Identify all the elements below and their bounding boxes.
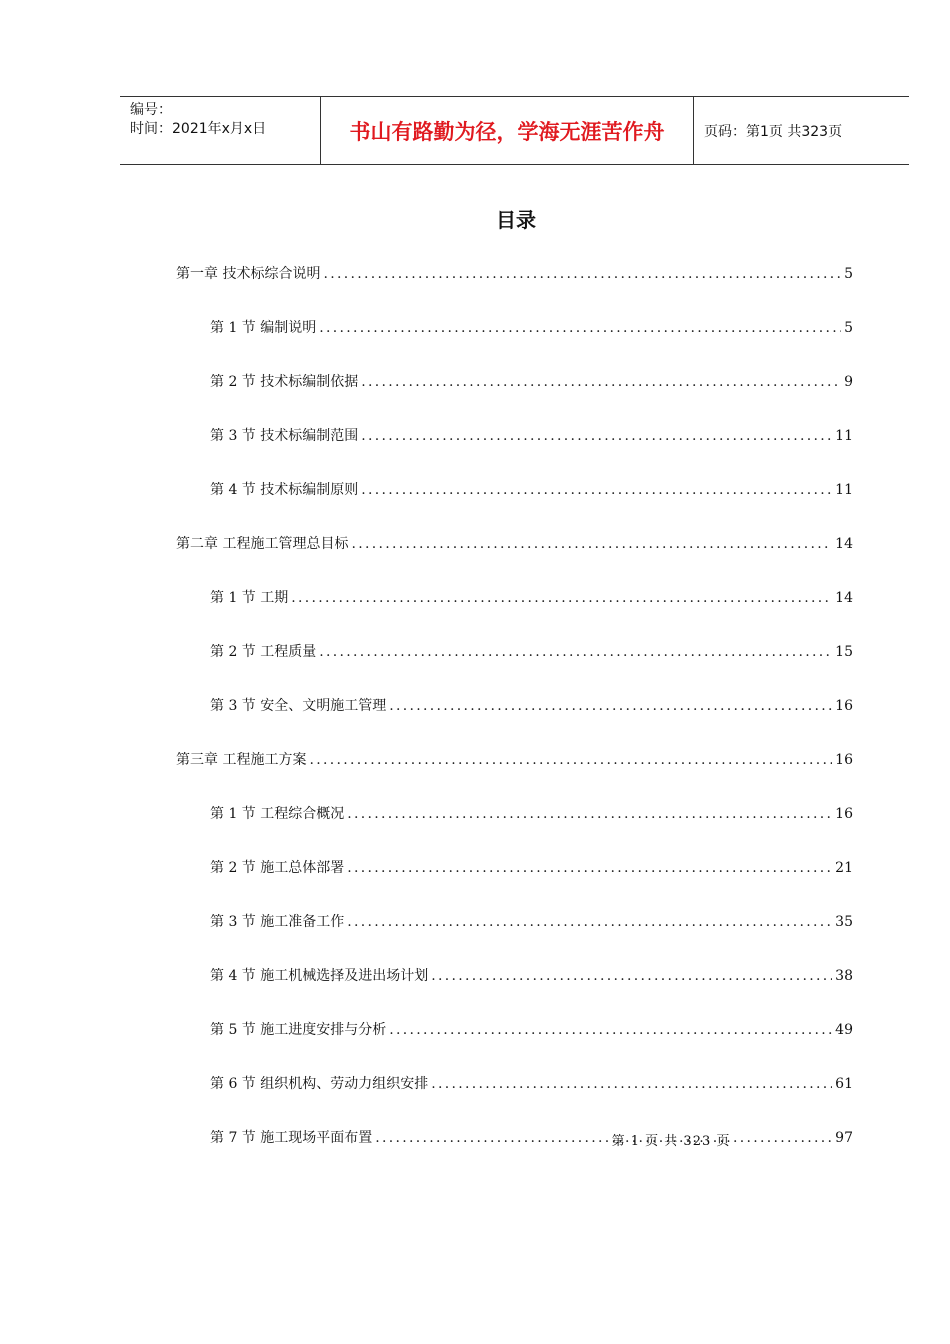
toc-section-entry[interactable] [210, 911, 853, 935]
toc-entry-text: 第 6 节 组织机构、劳动力组织安排 [210, 1076, 429, 1092]
toc-section-entry[interactable] [210, 695, 853, 719]
toc-section-entry[interactable] [210, 371, 853, 395]
toc-leader-dots [319, 644, 832, 660]
toc-leader-dots [361, 428, 832, 444]
toc-entry-page: 11 [835, 482, 853, 498]
toc-entry-page: 15 [835, 644, 853, 660]
toc-section-entry[interactable] [210, 1073, 853, 1097]
toc-section-entry[interactable] [210, 425, 853, 449]
toc-section-entry[interactable] [210, 479, 853, 503]
toc-section-entry[interactable] [210, 317, 853, 341]
toc-entry-text: 第 1 节 工程综合概况 [210, 806, 345, 822]
document-number-label: 编号： [130, 102, 172, 118]
toc-leader-dots [431, 1076, 832, 1092]
toc-entry-page: 16 [835, 752, 853, 768]
toc-section-entry[interactable] [210, 641, 853, 665]
toc-chapter-entry[interactable] [176, 533, 853, 557]
toc-entry-page: 38 [835, 968, 853, 984]
toc-entry-text: 第 1 节 编制说明 [210, 320, 317, 336]
toc-section-entry[interactable] [210, 857, 853, 881]
toc-title: 目录 [496, 208, 536, 232]
toc-entry-text: 第 4 节 技术标编制原则 [210, 482, 359, 498]
header-page-info: 页码：第1页 共323页 [704, 123, 843, 140]
toc-entry-text: 第 3 节 施工准备工作 [210, 914, 345, 930]
document-header [120, 96, 909, 165]
toc-leader-dots [389, 1022, 832, 1038]
toc-entry-page: 49 [835, 1022, 853, 1038]
toc-entry-page: 35 [835, 914, 853, 930]
toc-leader-dots [319, 320, 841, 336]
header-motto: 书山有路勤为径，学海无涯苦作舟 [321, 97, 694, 164]
toc-entry-text: 第二章 工程施工管理总目标 [176, 536, 349, 552]
document-time-label: 时间：2021年x月x日 [130, 121, 267, 137]
page-footer: 第 1 页 共 323 页 [611, 1134, 731, 1149]
toc-entry-text: 第一章 技术标综合说明 [176, 266, 321, 282]
toc-section-entry[interactable] [210, 803, 853, 827]
toc-entry-text: 第 2 节 施工总体部署 [210, 860, 345, 876]
toc-entry-page: 11 [835, 428, 853, 444]
toc-section-entry[interactable] [210, 1019, 853, 1043]
toc-entry-text: 第 2 节 工程质量 [210, 644, 317, 660]
toc-leader-dots [323, 266, 841, 282]
toc-chapter-entry[interactable] [176, 749, 853, 773]
header-meta-cell [120, 97, 321, 164]
toc-entry-text: 第 4 节 施工机械选择及进出场计划 [210, 968, 429, 984]
toc-entry-text: 第 2 节 技术标编制依据 [210, 374, 359, 390]
toc-entry-page: 16 [835, 806, 853, 822]
toc-entry-page: 61 [835, 1076, 853, 1092]
toc-entry-page: 9 [844, 374, 853, 390]
toc-entry-page: 21 [835, 860, 853, 876]
toc-leader-dots [431, 968, 832, 984]
toc-leader-dots [361, 482, 832, 498]
toc-entry-page: 16 [835, 698, 853, 714]
toc-entry-page: 14 [835, 590, 853, 606]
toc-section-entry[interactable] [210, 965, 853, 989]
toc-entry-page: 5 [844, 266, 853, 282]
toc-entry-text: 第 3 节 技术标编制范围 [210, 428, 359, 444]
toc-entry-text: 第三章 工程施工方案 [176, 752, 307, 768]
toc-entry-text: 第 3 节 安全、文明施工管理 [210, 698, 387, 714]
toc-leader-dots [309, 752, 832, 768]
toc-leader-dots [361, 374, 841, 390]
toc-leader-dots [347, 914, 832, 930]
toc-entry-text: 第 7 节 施工现场平面布置 [210, 1130, 373, 1146]
toc-entry-text: 第 5 节 施工进度安排与分析 [210, 1022, 387, 1038]
toc-leader-dots [347, 860, 832, 876]
toc-entry-page: 97 [835, 1130, 853, 1146]
toc-chapter-entry[interactable] [176, 263, 853, 287]
toc-leader-dots [389, 698, 832, 714]
toc-entry-page: 14 [835, 536, 853, 552]
toc-leader-dots [351, 536, 832, 552]
toc-section-entry[interactable] [210, 587, 853, 611]
toc-leader-dots [291, 590, 832, 606]
toc-leader-dots [347, 806, 832, 822]
toc-entry-page: 5 [844, 320, 853, 336]
toc-entry-text: 第 1 节 工期 [210, 590, 289, 606]
